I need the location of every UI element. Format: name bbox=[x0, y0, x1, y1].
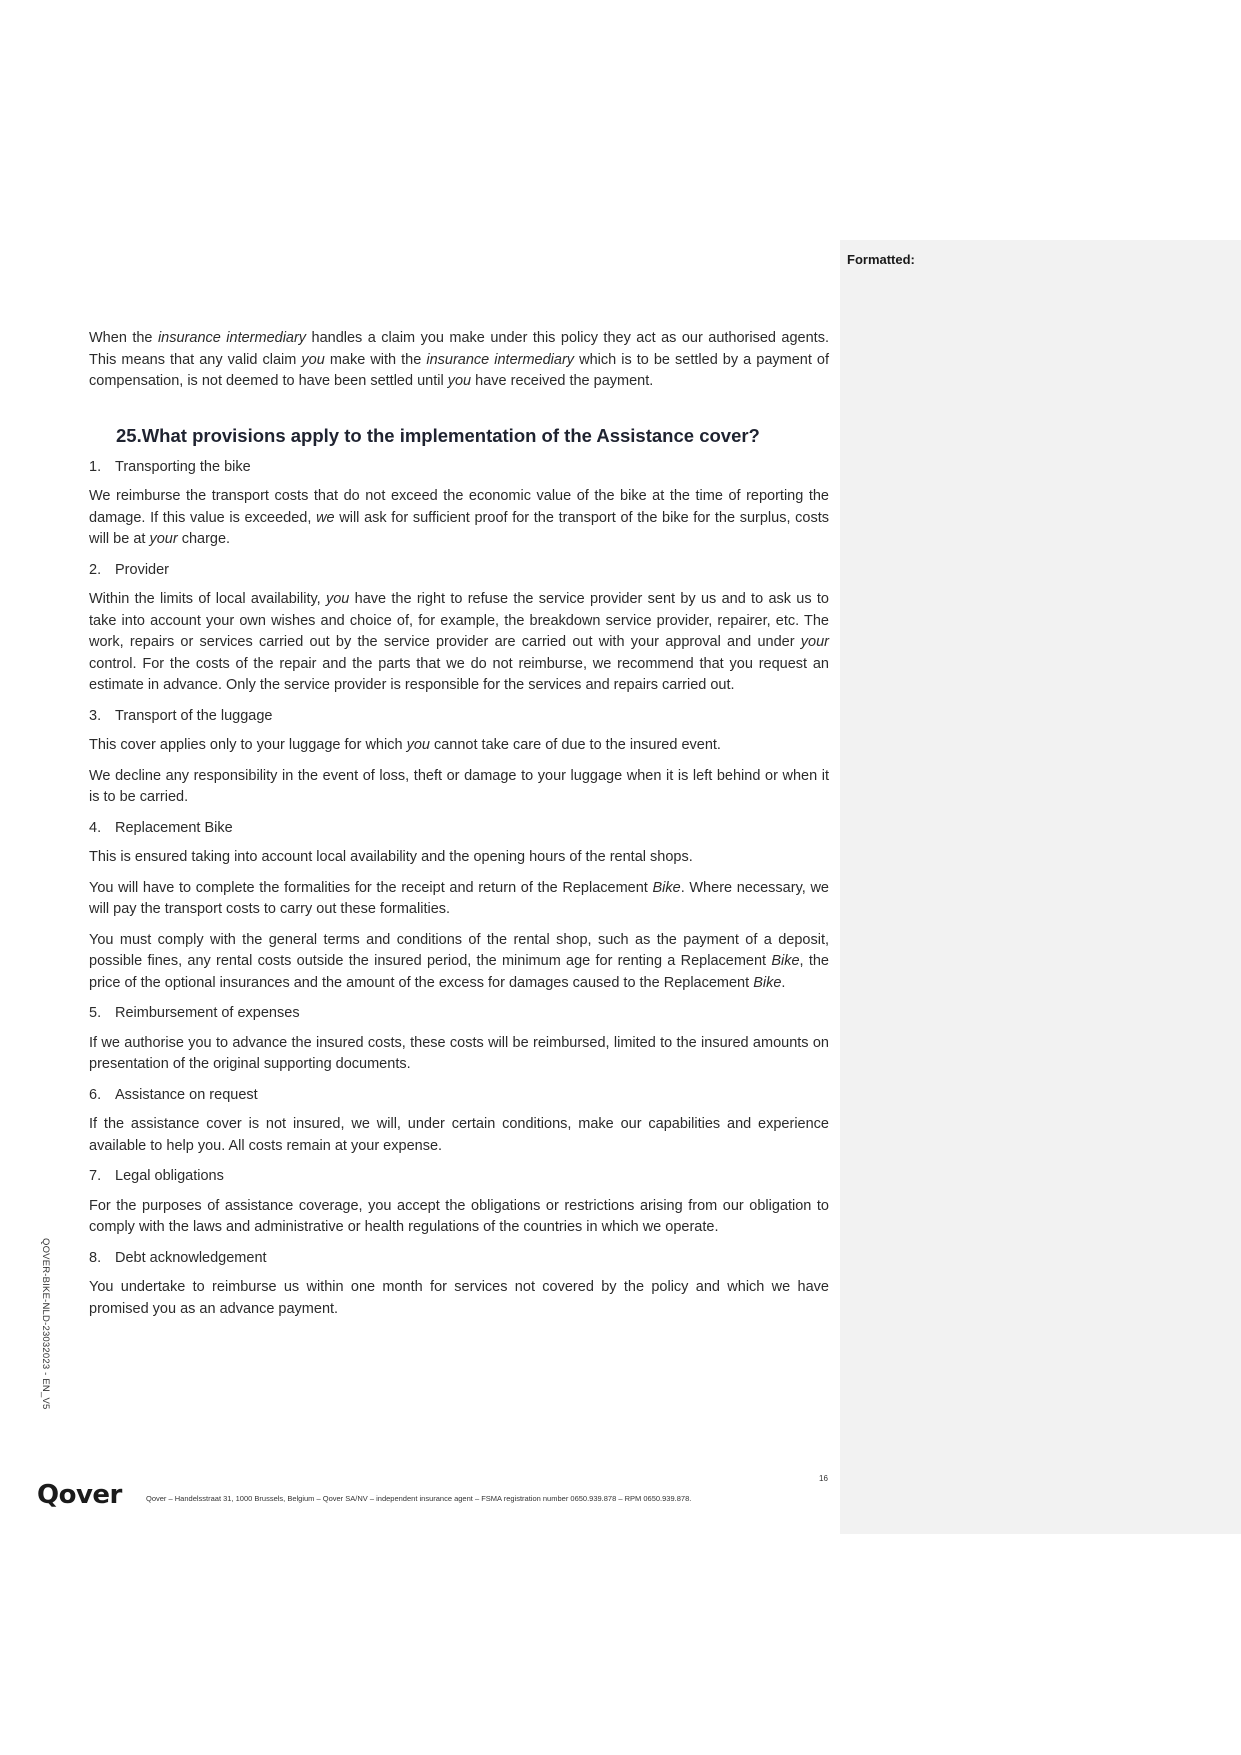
list-item: 1. Transporting the bike bbox=[89, 458, 251, 475]
footer-text: Qover – Handelsstraat 31, 1000 Brussels, Belgium – Qover SA/NV – independent insurance agent – FSMA registration number 0650.939.878 – RPM 0650.939.878. bbox=[146, 1494, 692, 1503]
paragraph: If we authorise you to advance the insured costs, these costs will be reimbursed, limited to the insured amounts on presentation of the original supporting documents. bbox=[89, 1034, 829, 1072]
paragraph: You undertake to reimburse us within one month for services not covered by the policy and which we have promised you as an advance payment. bbox=[89, 1279, 829, 1317]
list-item: 4. Replacement Bike bbox=[89, 819, 233, 836]
list-item: 7. Legal obligations bbox=[89, 1168, 224, 1184]
document-id: QOVER-BIKE-NLD-23032023 - EN_V5 bbox=[40, 1238, 51, 1410]
intro-paragraph: When the insurance intermediary handles a claim you make under this policy they act as our authorised agents. This means that any valid claim you make with the insurance intermediary which is to be settled by a payment of compensation, is not deemed to have been settled until you have received the payment. bbox=[89, 330, 830, 389]
paragraph: Within the limits of local availability, you have the right to refuse the service provider sent by us and to ask us to take into account your own wishes and choice of, for example, the breakdown service provider, repairer, etc. The work, repairs or services carried out by the service provider are carried out with your approval and under your control. For the costs of the repair and the parts that we do not reimburse, we recommend that you request an estimate in advance. Only the service provider is responsible for the services and repairs carried out. bbox=[89, 591, 829, 693]
paragraph: For the purposes of assistance coverage, you accept the obligations or restrictions arising from our obligation to comply with the laws and administrative or health regulations of the countries in which we operate. bbox=[89, 1197, 829, 1235]
comment-label: Formatted: bbox=[847, 252, 915, 267]
paragraph: This is ensured taking into account local availability and the opening hours of the rental shops. bbox=[89, 849, 693, 865]
list-item: 2. Provider bbox=[89, 561, 169, 578]
paragraph: We decline any responsibility in the event of loss, theft or damage to your luggage when it is left behind or when it is to be carried. bbox=[89, 767, 829, 805]
paragraph: We reimburse the transport costs that do not exceed the economic value of the bike at the time of reporting the damage. If this value is exceeded, we will ask for sufficient proof for the transport of the bike for the surplus, costs will be at your charge. bbox=[89, 488, 829, 547]
list-item: 5. Reimbursement of expenses bbox=[89, 1005, 300, 1021]
document-body bbox=[89, 328, 829, 1329]
list-item: 3. Transport of the luggage bbox=[89, 707, 273, 724]
list-item: 6. Assistance on request bbox=[89, 1086, 258, 1103]
section-heading: 25.What provisions apply to the implementation of the Assistance cover? bbox=[116, 424, 760, 446]
paragraph: You must comply with the general terms and conditions of the rental shop, such as the payment of a deposit, possible fines, any rental costs outside the insured period, the minimum age for renting a Replacement Bike, the price of the optional insurances and the amount of the excess for damages caused to the Replacement Bike. bbox=[89, 931, 829, 991]
list-item: 8. Debt acknowledgement bbox=[89, 1249, 267, 1266]
paragraph: This cover applies only to your luggage for which you cannot take care of due to the insured event. bbox=[89, 737, 721, 753]
paragraph: You will have to complete the formalities for the receipt and return of the Replacement Bike. Where necessary, we will pay the transport costs to carry out these formalities. bbox=[89, 879, 829, 917]
page-number: 16 bbox=[819, 1474, 828, 1483]
paragraph: If the assistance cover is not insured, we will, under certain conditions, make our capabilities and experience available to help you. All costs remain at your expense. bbox=[89, 1116, 829, 1154]
comment-pane bbox=[840, 240, 1241, 1534]
qover-logo: Qover bbox=[37, 1480, 122, 1510]
